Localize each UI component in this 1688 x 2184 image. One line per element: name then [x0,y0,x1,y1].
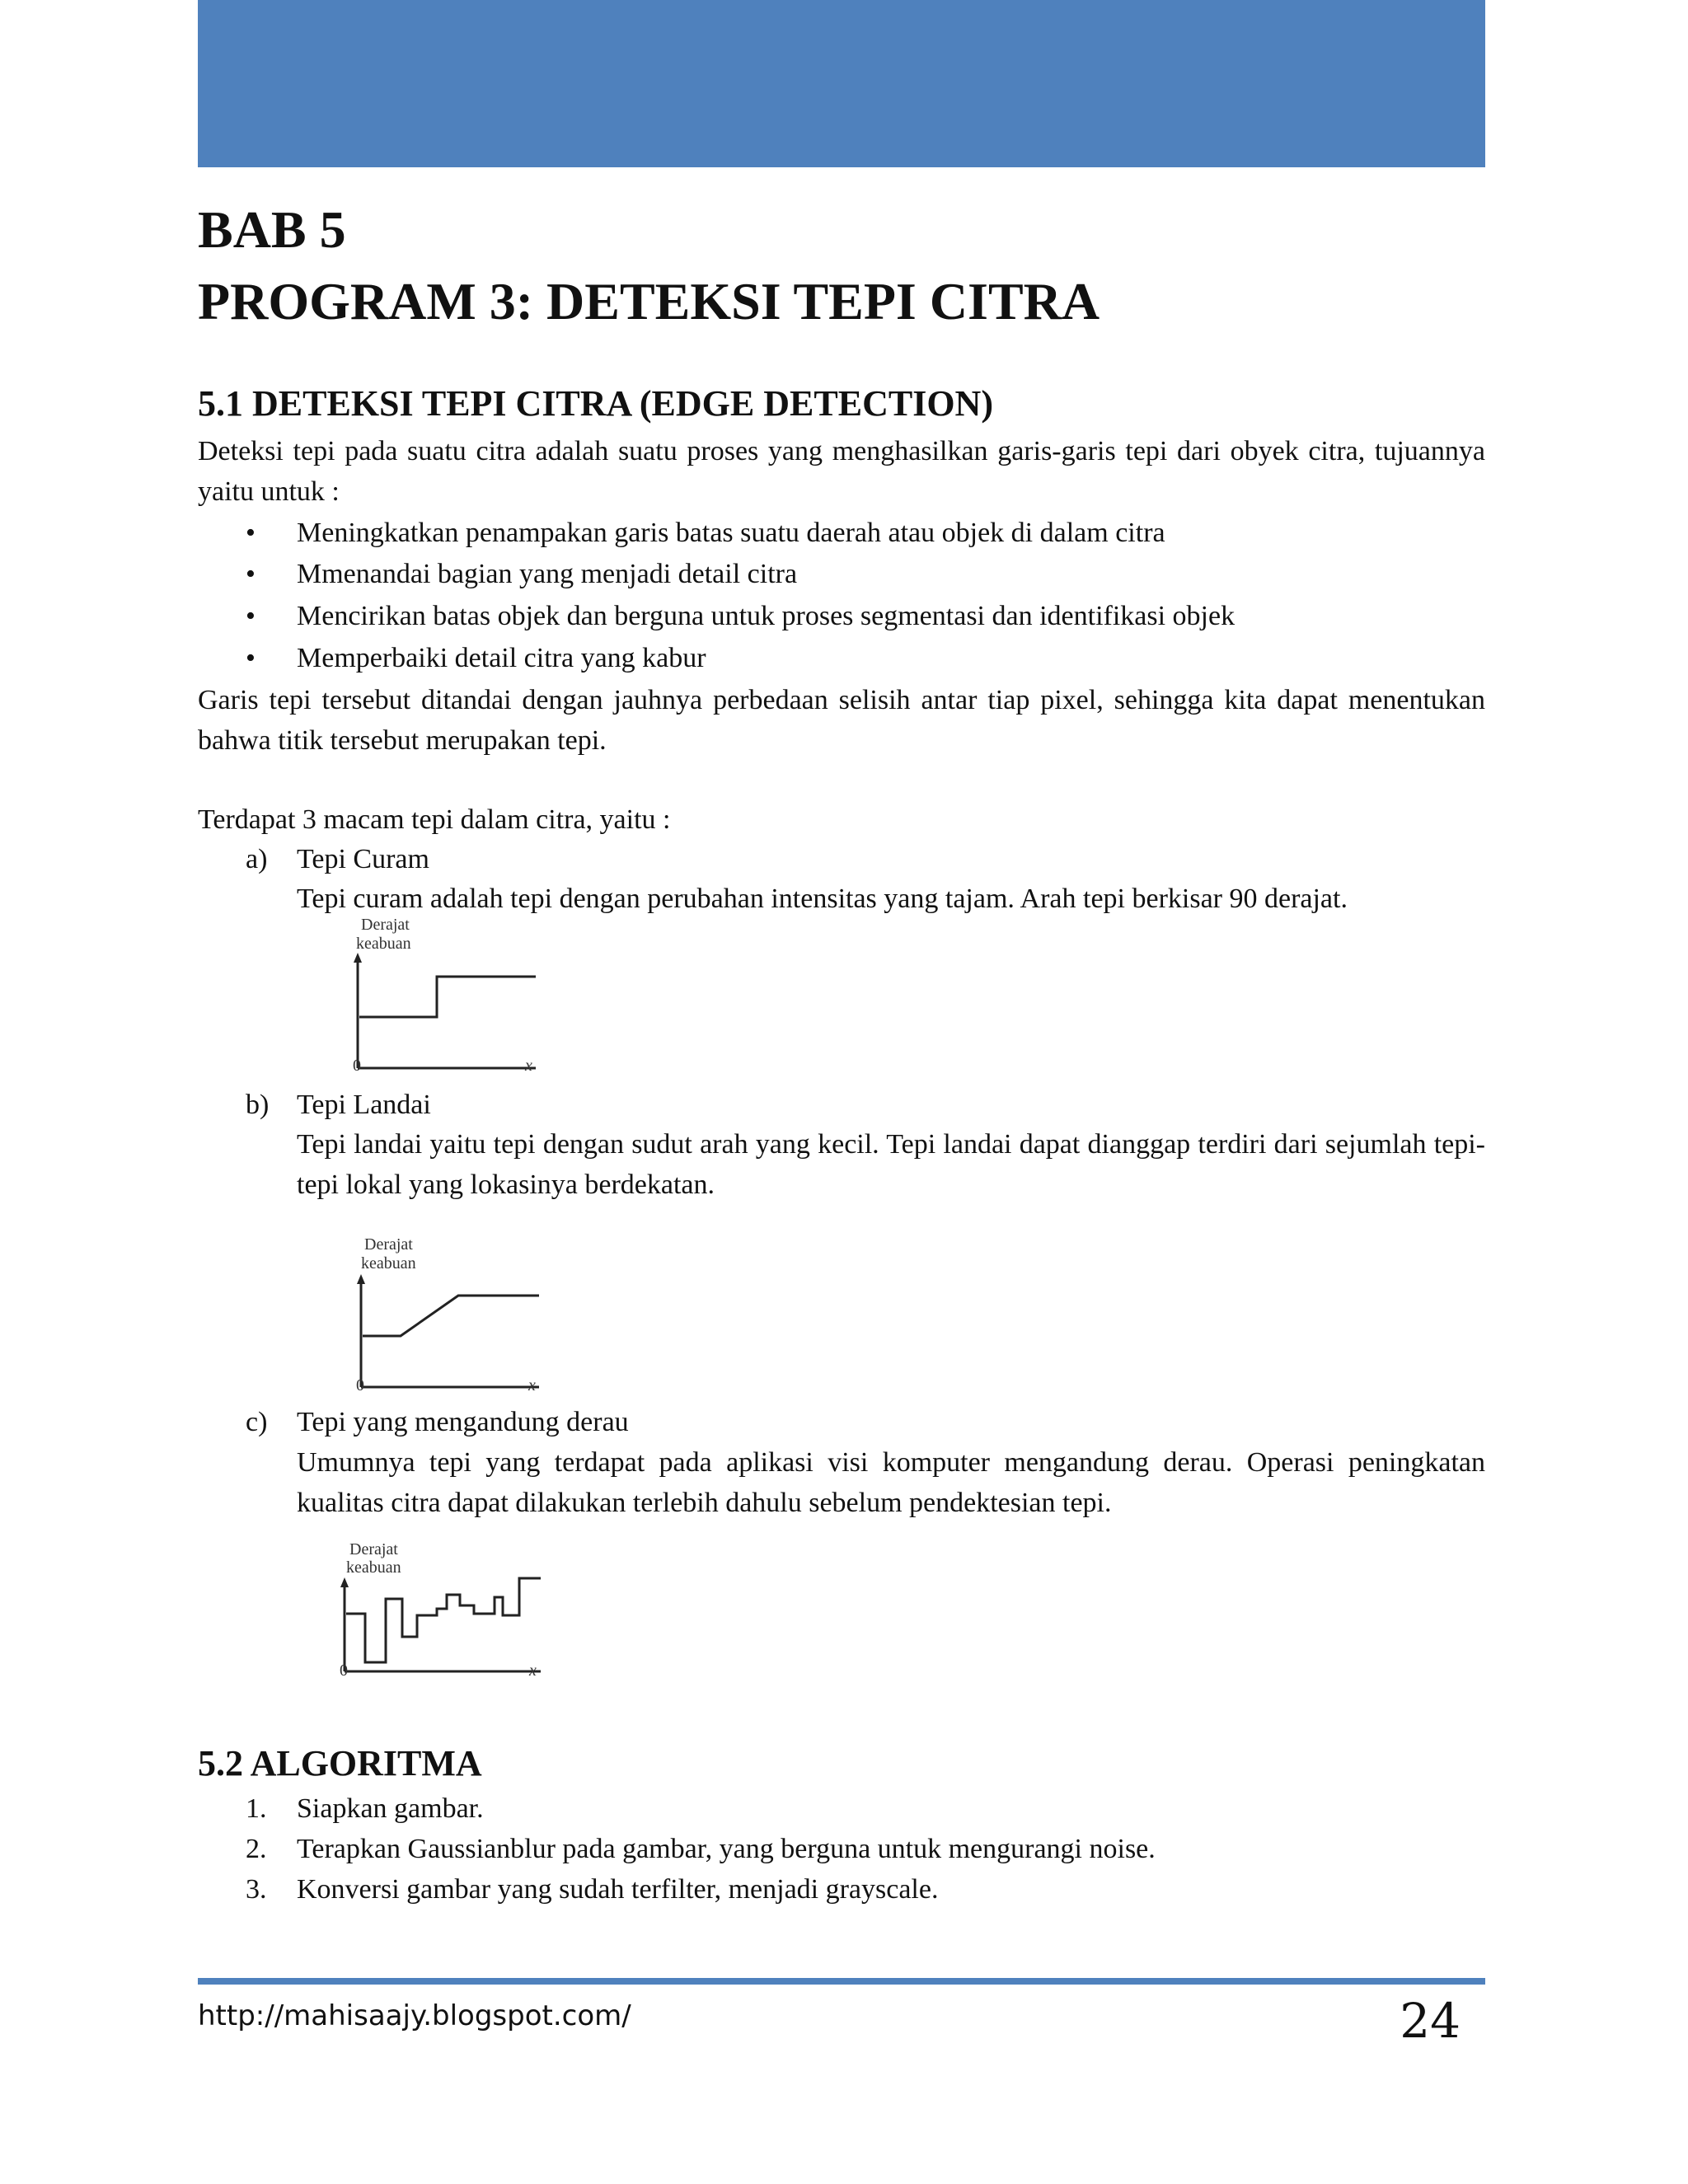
section-heading: 5.1 DETEKSI TEPI CITRA (EDGE DETECTION) [198,383,993,424]
edge-explanation-paragraph: Garis tepi tersebut ditandai dengan jauhnya perbedaan selisih antar tiap pixel, sehingga kita dapat menentukan bahwa titik tersebut merupakan tepi. [198,685,1485,756]
graph-ylabel: Derajat [364,1235,413,1254]
bullet-text: Meningkatkan penampakan garis batas suatu daerah atau objek di dalam citra [297,518,1165,548]
bullet-text: Mencirikan batas objek dan berguna untuk proses segmentasi dan identifikasi objek [297,601,1236,631]
type-c-description: Umumnya tepi yang terdapat pada aplikasi visi komputer mengandung derau. Operasi peningkatan kualitas citra dapat dilakukan terlebih dahulu sebelum pendektesian tepi. [297,1447,1485,1518]
graph-ylabel: keabuan [361,1254,416,1272]
type-b-marker: b) [246,1090,270,1120]
steep-edge-profile [359,977,536,1017]
bullet-symbol: • [246,518,256,548]
type-a-description: Tepi curam adalah tepi dengan perubahan intensitas yang tajam. Arah tepi berkisar 90 derajat. [297,883,1348,914]
edge-types-intro: Terdapat 3 macam tepi dalam citra, yaitu : [198,804,671,835]
type-a-marker: a) [246,844,268,874]
graph-xlabel: x [525,1057,532,1075]
graph-origin: 0 [340,1661,348,1680]
graph-ylabel: keabuan [346,1558,401,1577]
bullet-text: Memperbaiki detail citra yang kabur [297,643,706,673]
chapter-title: PROGRAM 3: DETEKSI TEPI CITRA [198,272,1100,330]
step-text: Konversi gambar yang sudah terfilter, menjadi grayscale. [297,1874,939,1905]
graph-ylabel: Derajat [349,1540,398,1558]
type-a-name: Tepi Curam [297,844,429,874]
graph-xlabel: x [528,1376,536,1394]
graph-origin: 0 [356,1376,364,1394]
page-number: 24 [1400,1993,1461,2049]
footer-rule [198,1978,1485,1985]
bullet-symbol: • [246,559,256,589]
type-b-description: Tepi landai yaitu tepi dengan sudut arah yang kecil. Tepi landai dapat dianggap terdiri dari sejumlah tepi-tepi lokal yang lokasinya berdekatan. [297,1129,1485,1200]
bullet-symbol: • [246,601,256,631]
header-band [198,0,1485,167]
graph-xlabel: x [529,1661,537,1680]
step-number: 3. [246,1874,267,1905]
graph-ylabel: keabuan [356,935,411,953]
graph-origin: 0 [353,1057,361,1075]
step-text: Terapkan Gaussianblur pada gambar, yang berguna untuk mengurangi noise. [297,1834,1156,1864]
bullet-text: Mmenandai bagian yang menjadi detail citra [297,559,798,589]
type-c-name: Tepi yang mengandung derau [297,1407,629,1437]
y-axis-arrow [354,953,362,963]
algorithm-heading: 5.2 ALGORITMA [198,1743,482,1783]
step-number: 1. [246,1793,267,1824]
graph-ylabel: Derajat [361,916,410,934]
type-b-name: Tepi Landai [297,1090,431,1120]
bullet-symbol: • [246,643,256,673]
intro-paragraph: Deteksi tepi pada suatu citra adalah suatu proses yang menghasilkan garis-garis tepi dari obyek citra, tujuannya yaitu untuk : [198,436,1485,507]
ramp-edge-profile [363,1296,539,1336]
y-axis-arrow [340,1577,349,1587]
footer-url-link[interactable]: http://mahisaajy.blogspot.com/ [198,1999,631,2032]
chapter-number: BAB 5 [198,200,346,259]
type-c-marker: c) [246,1407,268,1437]
step-number: 2. [246,1834,267,1864]
step-text: Siapkan gambar. [297,1793,484,1824]
noisy-edge-profile [346,1578,541,1662]
y-axis-arrow [357,1274,365,1284]
